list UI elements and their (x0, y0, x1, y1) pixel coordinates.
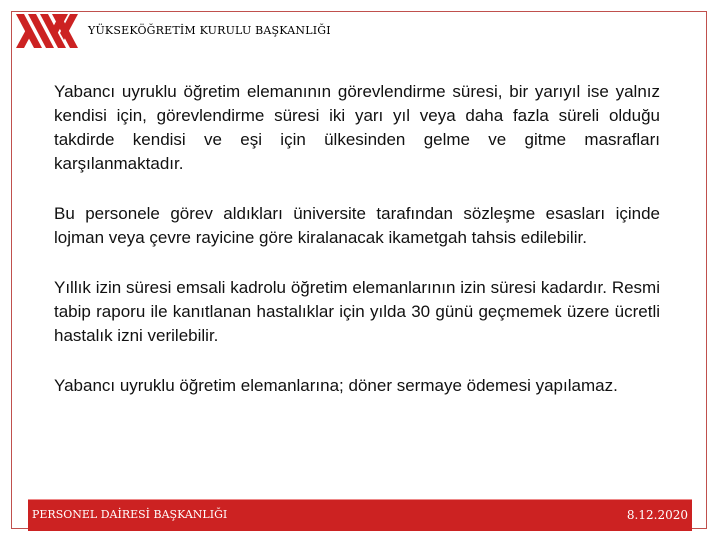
footer-bar (28, 499, 692, 531)
paragraph-1: Yabancı uyruklu öğretim elemanının görevlendirme süresi, bir yarıyıl ise yalnız kendisi için, görevlendirme süresi iki yarı yıl veya daha fazla süreli olduğu takdirde kendisi ve eşi için ülkesinden gelme ve gitme masrafları karşılanmaktadır. (54, 82, 660, 173)
footer-date: 8.12.2020 (626, 508, 688, 522)
header-title: YÜKSEKÖĞRETİM KURULU BAŞKANLIĞI (88, 24, 331, 37)
content-body (54, 80, 660, 424)
paragraph-4: Yabancı uyruklu öğretim elemanlarına; döner sermaye ödemesi yapılamaz. (54, 376, 618, 395)
paragraph-3: Yıllık izin süresi emsali kadrolu öğretim elemanlarının izin süresi kadardır. Resmi tabip raporu ile kanıtlanan hastalıklar için yılda 30 günü geçmemek üzere ücretli hastalık izni verilebilir. (54, 278, 660, 345)
paragraph-2: Bu personele görev aldıkları üniversite tarafından sözleşme esasları içinde lojman veya çevre rayicine göre kiralanacak ikametgah tahsis edilebilir. (54, 204, 660, 247)
footer-department: PERSONEL DAİRESİ BAŞKANLIĞI (32, 508, 228, 521)
yok-logo-icon (16, 14, 78, 48)
